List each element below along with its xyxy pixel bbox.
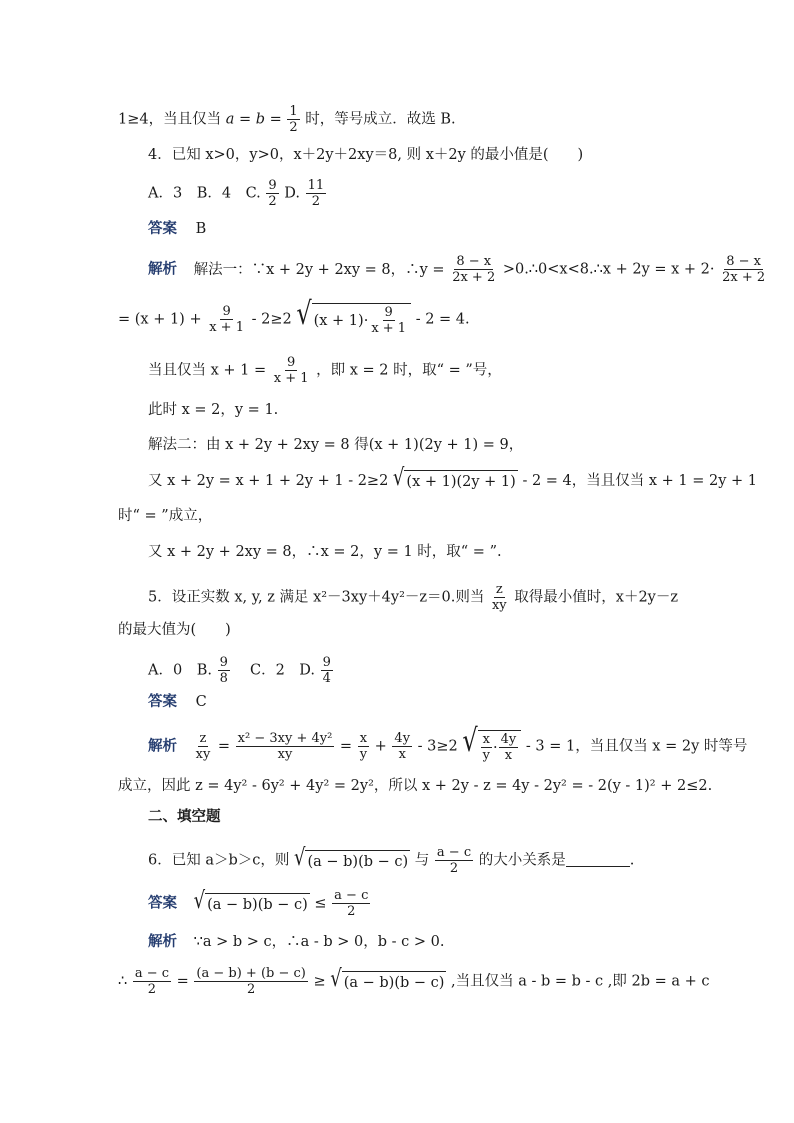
question-6: 6．已知 a＞b＞c，则 √ (a − b)(b − c) 与 $\frac{a - c}{2}$ 的大小关系是 . bbox=[148, 843, 635, 876]
text: 1≥4，当且仅当 bbox=[118, 111, 222, 128]
solution-line: 此时 x = 2，y = 1. bbox=[148, 402, 279, 418]
text: 时，等号成立．故选 B. bbox=[305, 111, 456, 128]
square-root: √ (a − b)(b − c) bbox=[330, 964, 445, 992]
analysis-label: 解析 bbox=[148, 261, 177, 278]
fraction: $\frac{8 - x}{2x + 2}$ bbox=[452, 254, 496, 285]
square-root: √ $\frac{x}{y}$ · $\frac{4y}{x}$ bbox=[462, 730, 521, 763]
answer-value: C bbox=[195, 694, 207, 710]
solution-line: 解析 $\frac{z}{xy}$ = $\frac{\text{x² − 3xy + 4y²}}{xy}$ = $\frac{x}{y}$ + $\frac{4y}{x}$ - 3≥2 √ $\frac{x}{y}$ · $\frac{4y}{x}$ - 3 = 1，当且仅当 x = 2y 时等号 bbox=[148, 722, 748, 763]
question-5: 的最大值为( ) bbox=[118, 622, 231, 638]
solution-line: 成立，因此 z = 4y² - 6y² + 4y² = 2y²，所以 x + 2y - z = 4y - 2y² = - 2(y - 1)² + 2≤2. bbox=[118, 778, 713, 794]
solution-line: ∴ $\frac{a - c}{2}$ = $\frac{(a - b) + (b - c)}{2}$ ≥ √ (a − b)(b − c) ,当且仅当 a - b = b - c ,即 2b = a + c bbox=[118, 964, 710, 997]
fraction: $\frac{x}{y}$ bbox=[359, 731, 368, 762]
answer-label: 答案 bbox=[148, 895, 177, 912]
question-4-options: A．3 B．4 C. $\frac{9}{2}$ D. $\frac{11}{2}$ bbox=[148, 178, 325, 209]
solution-line: 解法二：由 x + 2y + 2xy = 8 得(x + 1)(2y + 1) = 9， bbox=[148, 437, 524, 453]
answer-value: B bbox=[195, 221, 207, 237]
fraction: $\frac{9}{8}$ bbox=[219, 655, 228, 686]
solution-line: 解析 ∵a > b > c，∴a - b > 0，b - c > 0. bbox=[148, 934, 445, 950]
answer-label: 答案 bbox=[148, 694, 177, 710]
solution-line: 又 x + 2y = x + 1 + 2y + 1 - 2≥2 √ (x + 1)(2y + 1) - 2 = 4，当且仅当 x + 1 = 2y + 1 bbox=[148, 464, 758, 492]
fraction: $\frac{(a - b) + (b - c)}{2}$ bbox=[196, 966, 306, 997]
fraction: $\frac{8 - x}{2x + 2}$ bbox=[722, 254, 766, 285]
fraction: $\frac{z}{xy}$ bbox=[491, 582, 507, 613]
answer-5 bbox=[148, 692, 682, 712]
answer-blank bbox=[566, 852, 630, 867]
solution-line: 又 x + 2y + 2xy = 8，∴x = 2，y = 1 时，取“ = ”. bbox=[148, 544, 502, 560]
fraction: $\frac{9}{x + 1}$ bbox=[273, 355, 309, 386]
fraction: $\frac{\text{x² − 3xy + 4y²}}{xy}$ bbox=[237, 731, 333, 762]
analysis-label: 解析 bbox=[148, 934, 177, 950]
fraction: $\frac{1}{2}$ bbox=[289, 104, 298, 135]
fraction: $\frac{z}{xy}$ bbox=[195, 731, 211, 762]
fraction: $\frac{a - c}{2}$ bbox=[134, 966, 170, 997]
solution-line: 解析 解法一：∵x + 2y + 2xy = 8，∴y = $\frac{8 - x}{2x + 2}$ >0.∴0<x<8.∴x + 2y = x + 2· $\frac{8 - x}{2x + 2}$ bbox=[148, 254, 766, 285]
answer-6: 答案 √ (a − b)(b − c) ≤ $\frac{a - c}{2}$ bbox=[148, 886, 369, 919]
square-root: √ (x + 1)· $\frac{9}{x + 1}$ bbox=[296, 303, 411, 336]
math-text: a = b = bbox=[225, 111, 282, 128]
fraction: $\frac{9}{x + 1}$ bbox=[209, 304, 244, 335]
square-root: √ (a − b)(b − c) bbox=[193, 886, 308, 914]
answer-4 bbox=[148, 219, 682, 239]
solution-line bbox=[118, 104, 682, 135]
answer-label: 答案 bbox=[148, 221, 177, 237]
analysis-label: 解析 bbox=[148, 738, 177, 755]
question-5: 5．设正实数 x, y, z 满足 x²－3xy＋4y²－z＝0.则当 $\frac{z}{xy}$ 取得最小值时，x＋2y－z bbox=[148, 582, 678, 613]
fraction: $\frac{a - c}{2}$ bbox=[436, 845, 472, 876]
section-heading: 二、填空题 bbox=[148, 809, 221, 825]
fraction: $\frac{11}{2}$ bbox=[307, 178, 325, 209]
square-root: √ (a − b)(b − c) bbox=[294, 843, 409, 871]
fraction: $\frac{a - c}{2}$ bbox=[334, 888, 369, 919]
fraction: $\frac{4y}{x}$ bbox=[394, 731, 411, 762]
fraction: $\frac{9}{4}$ bbox=[322, 655, 331, 686]
solution-line: 当且仅当 x + 1 = $\frac{9}{x + 1}$ ，即 x = 2 时，取“ = ”号， bbox=[148, 355, 502, 386]
square-root: √ (x + 1)(2y + 1) bbox=[392, 464, 516, 492]
question-4: 4．已知 x>0，y>0，x＋2y＋2xy＝8, 则 x＋2y 的最小值是( ) bbox=[148, 147, 584, 163]
solution-line: = (x + 1) + $\frac{9}{x + 1}$ - 2≥2 √ (x + 1)· $\frac{9}{x + 1}$ - 2 = 4. bbox=[118, 295, 470, 336]
solution-line: 时“ = ”成立， bbox=[118, 508, 213, 524]
question-5-options: A．0 B. $\frac{9}{8}$ C．2 D. $\frac{9}{4}$ bbox=[148, 655, 331, 686]
fraction: $\frac{9}{2}$ bbox=[268, 178, 277, 209]
